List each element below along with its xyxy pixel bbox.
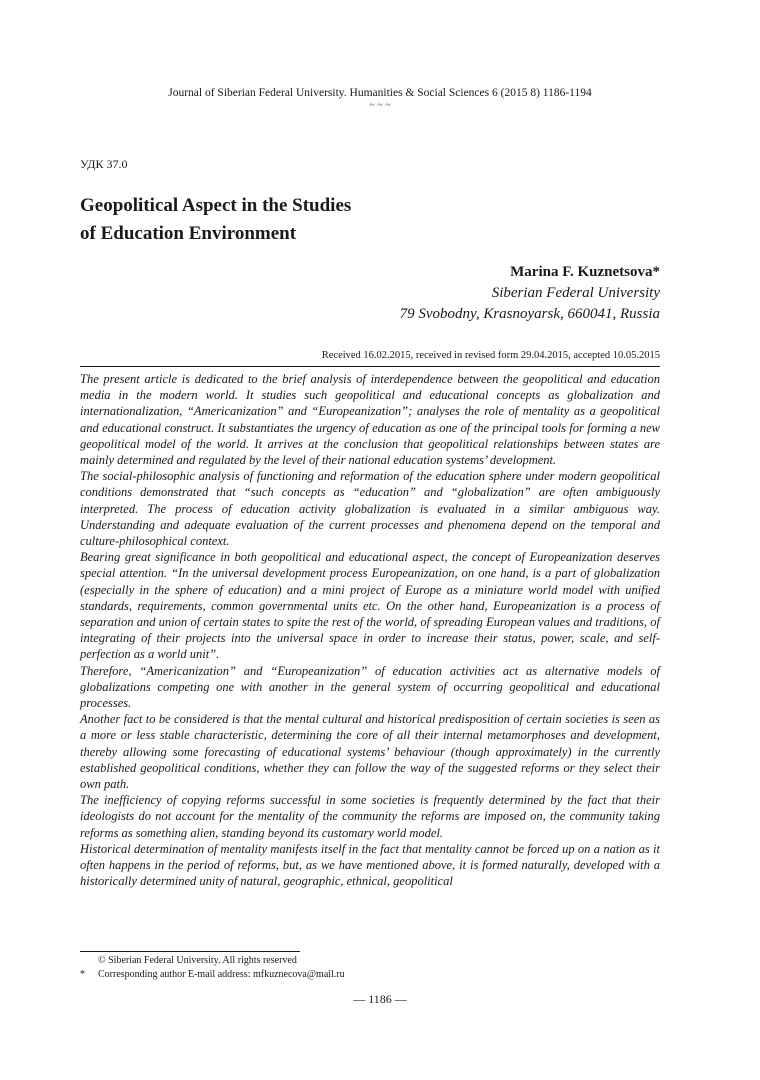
paragraph-4: Therefore, “Americanization” and “Europeanization” of education activities act as alternative models of globalizations competing one with another in the general system of occurring geopolitical and educational processes. <box>80 663 660 711</box>
footnote-mark <box>80 954 98 968</box>
author-address: 79 Svobodny, Krasnoyarsk, 660041, Russia <box>399 306 660 322</box>
received-dates: Received 16.02.2015, received in revised form 29.04.2015, accepted 10.05.2015 <box>321 350 660 361</box>
footnote-copyright <box>80 954 660 968</box>
footnote-asterisk: * <box>80 969 85 980</box>
footnote-divider <box>80 951 300 952</box>
article-title <box>80 192 480 248</box>
footnotes <box>80 954 660 982</box>
author-block <box>260 262 660 325</box>
udk-code: УДК 37.0 <box>80 157 128 171</box>
paragraph-2: The social-philosophic analysis of functioning and reformation of the education sphere under modern geopolitical conditions demonstrated that “such concepts as “education” and “globalization” are often ambiguously interpreted. The process of education activity globalization is evaluated in a similar ambiguous way. Understanding and adequate evaluation of the current processes and phenomena depend on the temporal and culture-philosophical context. <box>80 469 660 549</box>
paragraph-6: The inefficiency of copying reforms successful in some societies is frequently determined by the fact that their ideologists do not account for the mentality of the community the reforms are imposed on, the community taking reforms as something alien, standing beyond its customary world model. <box>80 793 660 840</box>
abstract-text <box>80 371 660 890</box>
footnote-author <box>80 968 660 982</box>
copyright-text: © Siberian Federal University. All rights reserved <box>98 955 297 966</box>
header-ornament: ~ ~ ~ <box>369 100 391 111</box>
paragraph-1: The present article is dedicated to the brief analysis of interdependence between the geopolitical and education media in the modern world. It studies such geopolitical and educational concepts as globalization and internationalization, “Americanization” and “Europeanization”; analyses the role of mentality as a geopolitical and educational construct. It substantiates the urgency of education as one of the principal tools for forming a new geopolitical model of the world. It arrives at the conclusion that geopolitical relationships between states are mainly determined and regulated by the level of their national education systems’ development. <box>80 372 660 468</box>
author-affiliation: Siberian Federal University <box>491 285 660 301</box>
divider-line <box>80 366 660 367</box>
paragraph-7: Historical determination of mentality manifests itself in the fact that mentality cannot be forced up on a nation as it often happens in the period of reforms, but, as we have mentioned above, it is formed naturally, developed with a historically determined unity of natural, geographic, ethnical, geopolitical <box>80 841 660 889</box>
journal-header: Journal of Siberian Federal University. Humanities & Social Sciences 6 (2015 8) 1186-1194 <box>168 87 592 99</box>
article-title-line-2: of Education Environment <box>80 223 297 244</box>
paragraph-3: Bearing great significance in both geopolitical and educational aspect, the concept of Europeanization deserves special attention. “In the universal development process Europeanization, on one hand, is a part of globalization (especially in the sphere of education) and a mini project of Europe as a miniature world model with unified standards, requirements, common governmental units etc. On the other hand, Europeanization is a process of separation and union of certain states to spite the rest of the world, of spreading European values and traditions, of integrating of their projects into the universal space in order to increase their status, power, scale, and self-perfection as a world unit”. <box>80 550 660 662</box>
corresponding-author-email: Corresponding author E-mail address: mfkuznecova@mail.ru <box>98 969 345 980</box>
author-name: Marina F. Kuznetsova* <box>510 264 660 280</box>
paragraph-5: Another fact to be considered is that the mental cultural and historical predisposition of certain societies is seen as a more or less stable characteristic, determining the core of all their internal metamorphoses and development, thereby allowing some forecasting of educational systems’ behaviour (though approximately) in the currently established geopolitical conditions, whether they can follow the way of the suggested reforms or they select their own path. <box>80 712 660 792</box>
page-number: — 1186 — <box>353 992 407 1006</box>
article-title-line-1: Geopolitical Aspect in the Studies <box>80 195 352 216</box>
